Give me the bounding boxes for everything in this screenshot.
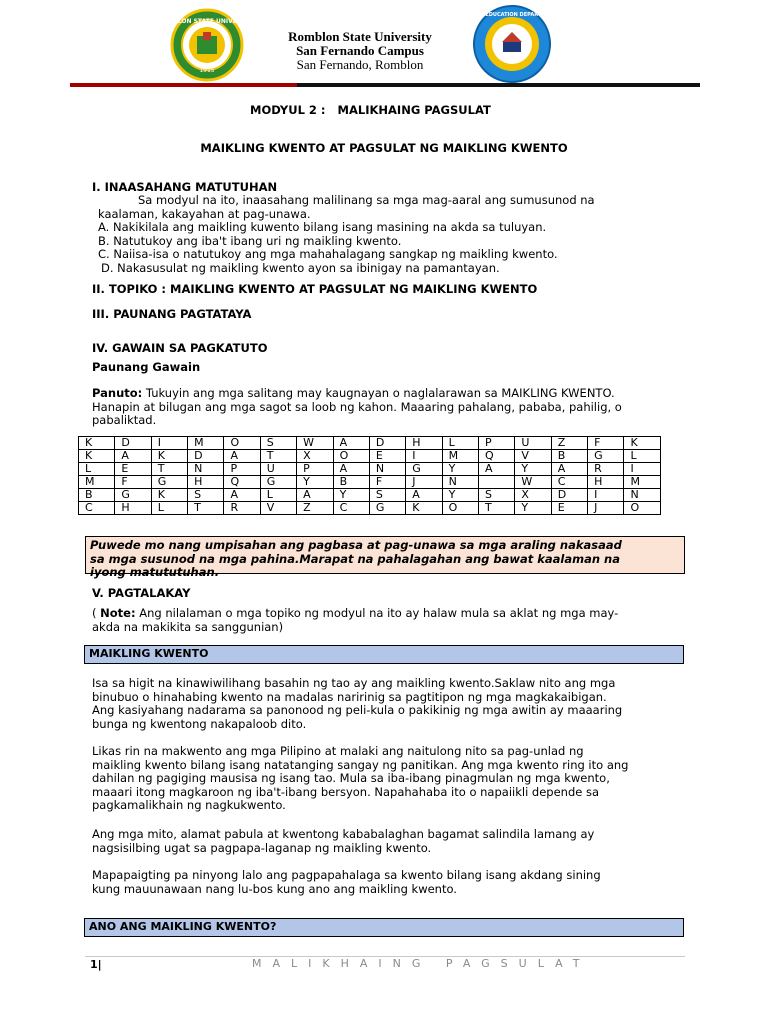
paragraph-4: Mapapaigting pa ninyong lalo ang pagpapahalaga sa kwento bilang isang akdang sining kung mauunawaan nang lu-bos kung ano ang maikling kwento.: [92, 868, 601, 896]
puzzle-cell[interactable]: N: [369, 463, 405, 476]
puzzle-cell[interactable]: F: [369, 476, 405, 489]
paragraph-3: Ang mga mito, alamat pabula at kwentong kababalaghan bagamat salindila lamang ay nagsisilbing ugat sa pagpapa-laganap ng maikling kwento.: [92, 827, 595, 855]
puzzle-cell[interactable]: A: [333, 437, 369, 450]
puzzle-cell[interactable]: V: [260, 502, 296, 515]
ano-ang-maikling-kwento-box: ANO ANG MAIKLING KWENTO?: [84, 918, 684, 937]
section4-heading: IV. GAWAIN SA PAGKATUTO: [92, 341, 268, 355]
word-search-grid: [78, 436, 661, 515]
puzzle-cell[interactable]: Y: [442, 489, 478, 502]
page-number: 1|: [90, 958, 102, 971]
puzzle-cell[interactable]: T: [188, 502, 224, 515]
puzzle-cell[interactable]: S: [188, 489, 224, 502]
puzzle-cell[interactable]: K: [79, 437, 115, 450]
puzzle-cell[interactable]: I: [151, 437, 187, 450]
puzzle-row: [79, 450, 661, 463]
puzzle-cell[interactable]: G: [260, 476, 296, 489]
puzzle-cell[interactable]: Y: [442, 463, 478, 476]
section4-sub: Paunang Gawain: [92, 360, 201, 374]
svg-text:1915: 1915: [199, 67, 215, 74]
puzzle-cell[interactable]: P: [478, 437, 514, 450]
maikling-kwento-box: MAIKLING KWENTO: [84, 645, 684, 664]
puzzle-row: [79, 476, 661, 489]
puzzle-cell[interactable]: Z: [297, 502, 333, 515]
puzzle-cell[interactable]: C: [333, 502, 369, 515]
puzzle-cell[interactable]: O: [224, 437, 260, 450]
puzzle-cell[interactable]: J: [406, 476, 442, 489]
puzzle-cell[interactable]: E: [369, 450, 405, 463]
module-title: MAIKLING KWENTO AT PAGSULAT NG MAIKLING KWENTO: [200, 141, 568, 155]
puzzle-cell[interactable]: K: [151, 489, 187, 502]
puzzle-cell[interactable]: B: [333, 476, 369, 489]
paragraph-2: Likas rin na makwento ang mga Pilipino at malaki ang naitulong nito sa pag-unlad ng maikling kwento bilang isang natatanging sangay ng panitikan. Ang mga kwento ring ito ang dahilan ng pagiging mausisa ng isang tao. Mula sa iba-ibang pinagmulan ng mga kwento, maaari itong magkaroon ng iba't-ibang bersyon. Napahahaba ito o napaiikli depende sa pagkamalikhain ng nagkukwento.: [92, 744, 629, 812]
puzzle-cell[interactable]: Z: [551, 437, 587, 450]
footer-title: MALIKHAING PAGSULAT: [252, 957, 591, 970]
puzzle-cell[interactable]: Q: [478, 450, 514, 463]
puzzle-cell[interactable]: P: [297, 463, 333, 476]
puzzle-cell[interactable]: K: [79, 450, 115, 463]
module-name: MALIKHAING PAGSULAT: [337, 103, 491, 117]
puzzle-cell[interactable]: D: [115, 437, 151, 450]
objective-item: B. Natutukoy ang iba't ibang uri ng maikling kwento.: [98, 233, 402, 248]
puzzle-row: [79, 437, 661, 450]
puzzle-cell[interactable]: A: [551, 463, 587, 476]
puzzle-cell[interactable]: K: [151, 450, 187, 463]
svg-text:ROMBLON STATE UNIVERSITY: ROMBLON STATE UNIVERSITY: [157, 18, 257, 25]
puzzle-cell[interactable]: B: [79, 489, 115, 502]
puzzle-cell[interactable]: H: [406, 437, 442, 450]
puzzle-cell[interactable]: E: [551, 502, 587, 515]
location: San Fernando, Romblon: [296, 57, 424, 72]
panuto: Panuto: Tukuyin ang mga salitang may kaugnayan o naglalarawan sa MAIKLING KWENTO. Hanapin at bilugan ang mga sagot sa loob ng kahon. Maaaring pahalang, pababa, pahilig, o pabaliktad.: [92, 386, 622, 427]
puzzle-cell[interactable]: K: [624, 437, 661, 450]
puzzle-cell[interactable]: N: [624, 489, 661, 502]
puzzle-cell[interactable]: B: [551, 450, 587, 463]
reading-note-box: Puwede mo nang umpisahan ang pagbasa at pag-unawa sa mga araling nakasaad sa mga susunod na mga pahina.Marapat na pahalagahan ang bawat kaalaman na iyong matututuhan.: [85, 536, 685, 574]
puzzle-cell[interactable]: V: [515, 450, 551, 463]
puzzle-cell[interactable]: A: [297, 489, 333, 502]
university-header: [240, 30, 480, 72]
puzzle-cell[interactable]: A: [224, 489, 260, 502]
puzzle-cell[interactable]: R: [224, 502, 260, 515]
puzzle-cell[interactable]: P: [224, 463, 260, 476]
puzzle-cell[interactable]: D: [188, 450, 224, 463]
module-label: MODYUL 2 : MALIKHAING PAGSULAT: [250, 103, 491, 117]
section1-intro: Sa modyul na ito, inaasahang malilinang sa mga mag-aaral ang sumusunod na kaalaman, kakayahan at pag-unawa. A. Nakikilala ang maikling kuwento bilang isang masining na akda sa tuluyan. B. Natutukoy ang iba't ibang uri ng maikling kwento. C. Naiisa-isa o natutukoy ang mga mahahalagang sangkap ng maikling kwento. D. Nakasusulat ng maikling kwento ayon sa ibinigay na pamantayan.: [98, 194, 677, 275]
rsu-logo: [157, 8, 257, 82]
puzzle-cell[interactable]: I: [624, 463, 661, 476]
puzzle-cell[interactable]: M: [188, 437, 224, 450]
objective-item: C. Naiisa-isa o natutukoy ang mga mahahalagang sangkap ng maikling kwento.: [98, 247, 558, 261]
section5-heading: V. PAGTALAKAY: [92, 586, 191, 600]
puzzle-cell[interactable]: L: [151, 502, 187, 515]
puzzle-cell[interactable]: Q: [224, 476, 260, 489]
puzzle-cell[interactable]: K: [406, 502, 442, 515]
puzzle-cell[interactable]: Y: [297, 476, 333, 489]
svg-text:BASIC EDUCATION DEPARTMENT: BASIC EDUCATION DEPARTMENT: [466, 12, 558, 18]
puzzle-cell[interactable]: D: [369, 437, 405, 450]
puzzle-cell[interactable]: L: [260, 489, 296, 502]
section1-heading: I. INAASAHANG MATUTUHAN: [92, 180, 278, 194]
header-rule: [70, 83, 700, 87]
puzzle-cell[interactable]: T: [151, 463, 187, 476]
puzzle-cell[interactable]: G: [369, 502, 405, 515]
puzzle-row: [79, 502, 661, 515]
objective-item: D. Nakasusulat ng maikling kwento ayon sa ibinigay na pamantayan.: [101, 260, 500, 275]
puzzle-cell[interactable]: A: [115, 450, 151, 463]
puzzle-cell[interactable]: M: [442, 450, 478, 463]
puzzle-cell[interactable]: U: [260, 463, 296, 476]
puzzle-cell[interactable]: A: [478, 463, 514, 476]
puzzle-cell[interactable]: F: [588, 437, 624, 450]
puzzle-cell[interactable]: H: [588, 476, 624, 489]
puzzle-cell[interactable]: W: [515, 476, 551, 489]
puzzle-cell[interactable]: Y: [515, 463, 551, 476]
puzzle-cell[interactable]: A: [333, 463, 369, 476]
puzzle-cell[interactable]: H: [115, 502, 151, 515]
campus-name: San Fernando Campus: [296, 43, 424, 58]
puzzle-cell[interactable]: J: [588, 502, 624, 515]
puzzle-cell[interactable]: E: [115, 463, 151, 476]
puzzle-row: [79, 489, 661, 502]
puzzle-cell[interactable]: A: [406, 489, 442, 502]
puzzle-cell[interactable]: M: [624, 476, 661, 489]
puzzle-cell[interactable]: C: [551, 476, 587, 489]
puzzle-cell[interactable]: G: [115, 489, 151, 502]
puzzle-cell[interactable]: X: [515, 489, 551, 502]
puzzle-cell[interactable]: T: [478, 502, 514, 515]
puzzle-cell[interactable]: S: [478, 489, 514, 502]
puzzle-cell[interactable]: A: [224, 450, 260, 463]
puzzle-cell[interactable]: O: [624, 502, 661, 515]
bed-logo: [466, 4, 558, 84]
puzzle-cell[interactable]: O: [442, 502, 478, 515]
objective-item: A. Nakikilala ang maikling kuwento bilang isang masining na akda sa tuluyan.: [98, 220, 547, 234]
puzzle-cell[interactable]: R: [588, 463, 624, 476]
puzzle-cell[interactable]: M: [79, 476, 115, 489]
puzzle-cell[interactable]: H: [188, 476, 224, 489]
puzzle-cell[interactable]: L: [442, 437, 478, 450]
university-name: Romblon State University: [288, 29, 432, 44]
puzzle-cell[interactable]: S: [369, 489, 405, 502]
puzzle-cell[interactable]: I: [406, 450, 442, 463]
puzzle-cell[interactable]: G: [406, 463, 442, 476]
puzzle-cell[interactable]: T: [260, 450, 296, 463]
puzzle-cell[interactable]: D: [551, 489, 587, 502]
puzzle-row: [79, 463, 661, 476]
puzzle-cell[interactable]: W: [297, 437, 333, 450]
puzzle-cell[interactable]: G: [588, 450, 624, 463]
puzzle-cell[interactable]: U: [515, 437, 551, 450]
puzzle-cell[interactable]: L: [624, 450, 661, 463]
paragraph-1: Isa sa higit na kinawiwilihang basahin ng tao ay ang maikling kwento.Saklaw nito ang mga binubuo o hinahabing kwento na madalas naririnig sa pagtitipon ng mga magkakaibigan. Ang kasiyahang nadarama sa panonood ng peli-kula o pakikinig ng mga awitin ay maaaring bunga ng kwentong nakapaloob dito.: [92, 676, 623, 731]
puzzle-cell[interactable]: Y: [333, 489, 369, 502]
puzzle-cell[interactable]: G: [151, 476, 187, 489]
section3-heading: III. PAUNANG PAGTATAYA: [92, 307, 252, 321]
puzzle-cell[interactable]: F: [115, 476, 151, 489]
section5-note: ( Note: Ang nilalaman o mga topiko ng modyul na ito ay halaw mula sa aklat ng mga may- akda na makikita sa sanggunian): [92, 606, 619, 634]
puzzle-cell[interactable]: C: [79, 502, 115, 515]
puzzle-cell[interactable]: S: [260, 437, 296, 450]
section2-heading: II. TOPIKO : MAIKLING KWENTO AT PAGSULAT NG MAIKLING KWENTO: [92, 282, 538, 296]
puzzle-cell[interactable]: N: [188, 463, 224, 476]
puzzle-cell[interactable]: I: [588, 489, 624, 502]
puzzle-cell[interactable]: X: [297, 450, 333, 463]
puzzle-cell[interactable]: [478, 476, 514, 489]
puzzle-cell[interactable]: Y: [515, 502, 551, 515]
puzzle-cell[interactable]: N: [442, 476, 478, 489]
puzzle-cell[interactable]: O: [333, 450, 369, 463]
puzzle-cell[interactable]: L: [79, 463, 115, 476]
